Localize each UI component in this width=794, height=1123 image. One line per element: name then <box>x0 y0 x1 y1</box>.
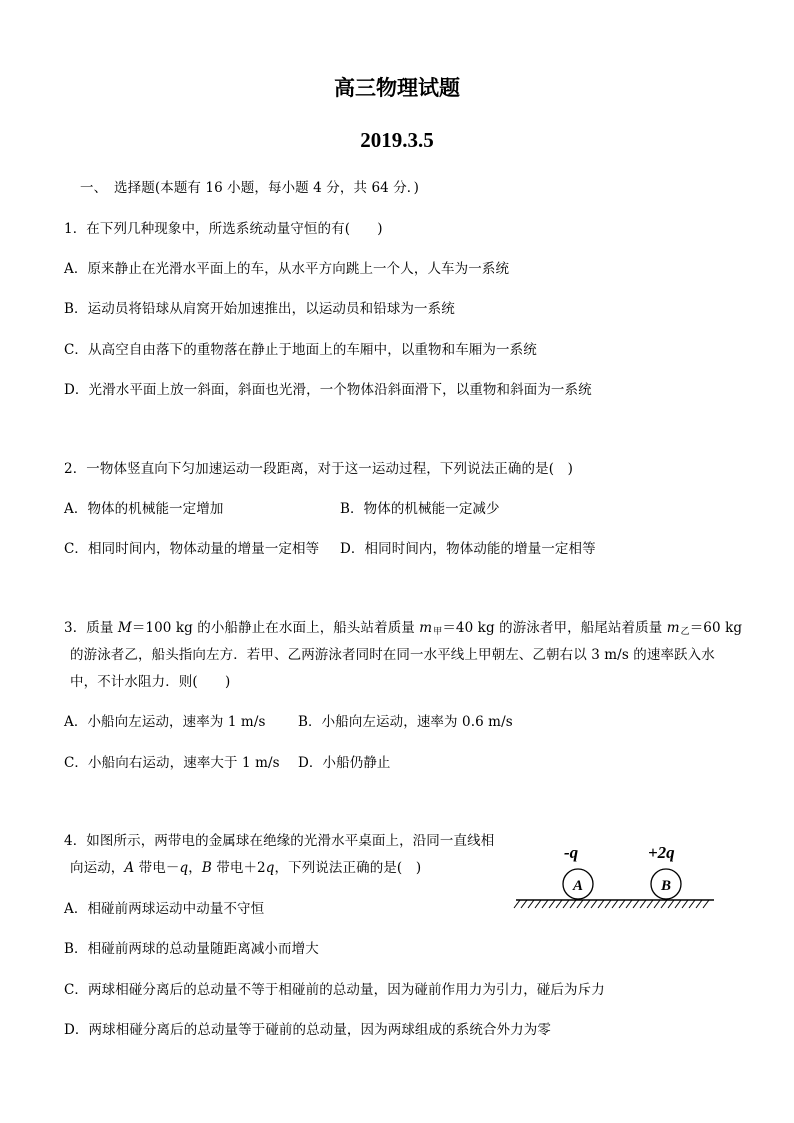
hatch-mark <box>640 900 646 908</box>
q4-text: 带电－ <box>134 860 180 876</box>
q1-stem: 1．在下列几种现象中，所选系统动量守恒的有( ) <box>64 221 383 237</box>
q3-var-m: m <box>666 620 680 636</box>
q1-option-c: C．从高空自由落下的重物落在静止于地面上的车厢中，以重物和车厢为一系统 <box>64 342 537 358</box>
hatch-mark <box>682 900 688 908</box>
right-charge-label: +2q <box>648 843 675 862</box>
hatch-mark <box>668 900 674 908</box>
hatch-mark <box>619 900 625 908</box>
hatch-mark <box>542 900 548 908</box>
q4-option-a: A．相碰前两球运动中动量不守恒 <box>64 901 265 917</box>
q3-subscript: 甲 <box>433 627 443 637</box>
q3-text: 3．质量 <box>64 620 118 636</box>
hatch-mark <box>696 900 702 908</box>
q2-option-a: A．物体的机械能一定增加 <box>64 501 224 517</box>
q3-var-m: m <box>419 620 433 636</box>
hatch-mark <box>563 900 569 908</box>
q3-text: ＝100 kg 的小船静止在水面上，船头站着质量 <box>131 620 420 636</box>
hatch-mark <box>598 900 604 908</box>
hatch-mark <box>556 900 562 908</box>
hatch-mark <box>577 900 583 908</box>
q4-text: 向运动， <box>70 860 125 876</box>
q4-text: ， <box>188 860 202 876</box>
charged-balls-figure <box>512 836 718 916</box>
q3-var-M: M <box>117 620 132 636</box>
q2-option-d: D．相同时间内，物体动能的增量一定相等 <box>340 541 596 557</box>
q4-var-q: q <box>179 860 189 876</box>
ball-a-label: A <box>572 878 584 894</box>
hatch-mark <box>605 900 611 908</box>
hatch-mark <box>626 900 632 908</box>
hatch-mark <box>584 900 590 908</box>
q3-stem-line1 <box>64 616 742 637</box>
q2-stem: 2．一物体竖直向下匀加速运动一段距离，对于这一运动过程，下列说法正确的是( ) <box>64 461 574 477</box>
q4-var-B: B <box>201 860 212 876</box>
hatch-mark <box>549 900 555 908</box>
hatch-mark <box>647 900 653 908</box>
exam-date: 2019.3.5 <box>360 128 434 152</box>
q3-subscript: 乙 <box>680 627 690 637</box>
hatch-mark <box>521 900 527 908</box>
ball-b-label: B <box>660 878 672 894</box>
hatch-mark <box>612 900 618 908</box>
hatch-mark <box>570 900 576 908</box>
q4-option-b: B．相碰前两球的总动量随距离减小而增大 <box>64 941 319 957</box>
q3-stem-line2: 的游泳者乙，船头指向左方．若甲、乙两游泳者同时在同一水平线上甲朝左、乙朝右以 3 m/s 的速率跃入水 <box>70 647 715 663</box>
q4-stem-line1: 4．如图所示，两带电的金属球在绝缘的光滑水平桌面上，沿同一直线相 <box>64 833 495 849</box>
q3-option-b: B．小船向左运动，速率为 0.6 m/s <box>298 714 513 730</box>
hatch-mark <box>528 900 534 908</box>
q3-option-d: D．小船仍静止 <box>298 755 391 771</box>
ground-hatching <box>514 900 709 908</box>
q3-text: ＝40 kg 的游泳者甲，船尾站着质量 <box>442 620 667 636</box>
hatch-mark <box>535 900 541 908</box>
q4-option-c: C．两球相碰分离后的总动量不等于相碰前的总动量，因为碰前作用力为引力，碰后为斥力 <box>64 982 605 998</box>
hatch-mark <box>675 900 681 908</box>
q4-var-q: q <box>265 860 275 876</box>
section-heading: 一、 选择题(本题有 16 小题，每小题 4 分，共 64 分．) <box>80 180 420 196</box>
q1-option-d: D．光滑水平面上放一斜面，斜面也光滑，一个物体沿斜面滑下，以重物和斜面为一系统 <box>64 382 592 398</box>
page-title: 高三物理试题 <box>334 75 460 100</box>
q2-option-b: B．物体的机械能一定减少 <box>340 501 500 517</box>
hatch-mark <box>689 900 695 908</box>
q3-stem-line3: 中，不计水阻力．则( ) <box>70 674 231 690</box>
hatch-mark <box>654 900 660 908</box>
hatch-mark <box>703 900 709 908</box>
hatch-mark <box>661 900 667 908</box>
hatch-mark <box>591 900 597 908</box>
hatch-mark <box>514 900 520 908</box>
q2-option-c: C．相同时间内，物体动量的增量一定相等 <box>64 541 320 557</box>
q4-stem-line2 <box>70 856 421 876</box>
q1-option-b: B．运动员将铅球从肩窝开始加速推出，以运动员和铅球为一系统 <box>64 301 455 317</box>
q4-var-A: A <box>124 860 135 876</box>
q4-text: ，下列说法正确的是( ) <box>274 860 422 876</box>
q4-option-d: D．两球相碰分离后的总动量等于碰前的总动量，因为两球组成的系统合外力为零 <box>64 1022 551 1038</box>
left-charge-label: -q <box>564 843 579 862</box>
q3-text: ＝60 kg <box>689 620 743 636</box>
q4-text: 带电＋2 <box>211 860 266 876</box>
q3-option-a: A．小船向左运动，速率为 1 m/s <box>64 714 266 730</box>
hatch-mark <box>633 900 639 908</box>
q1-option-a: A．原来静止在光滑水平面上的车，从水平方向跳上一个人，人车为一系统 <box>64 261 510 277</box>
q3-option-c: C．小船向右运动，速率大于 1 m/s <box>64 755 280 771</box>
